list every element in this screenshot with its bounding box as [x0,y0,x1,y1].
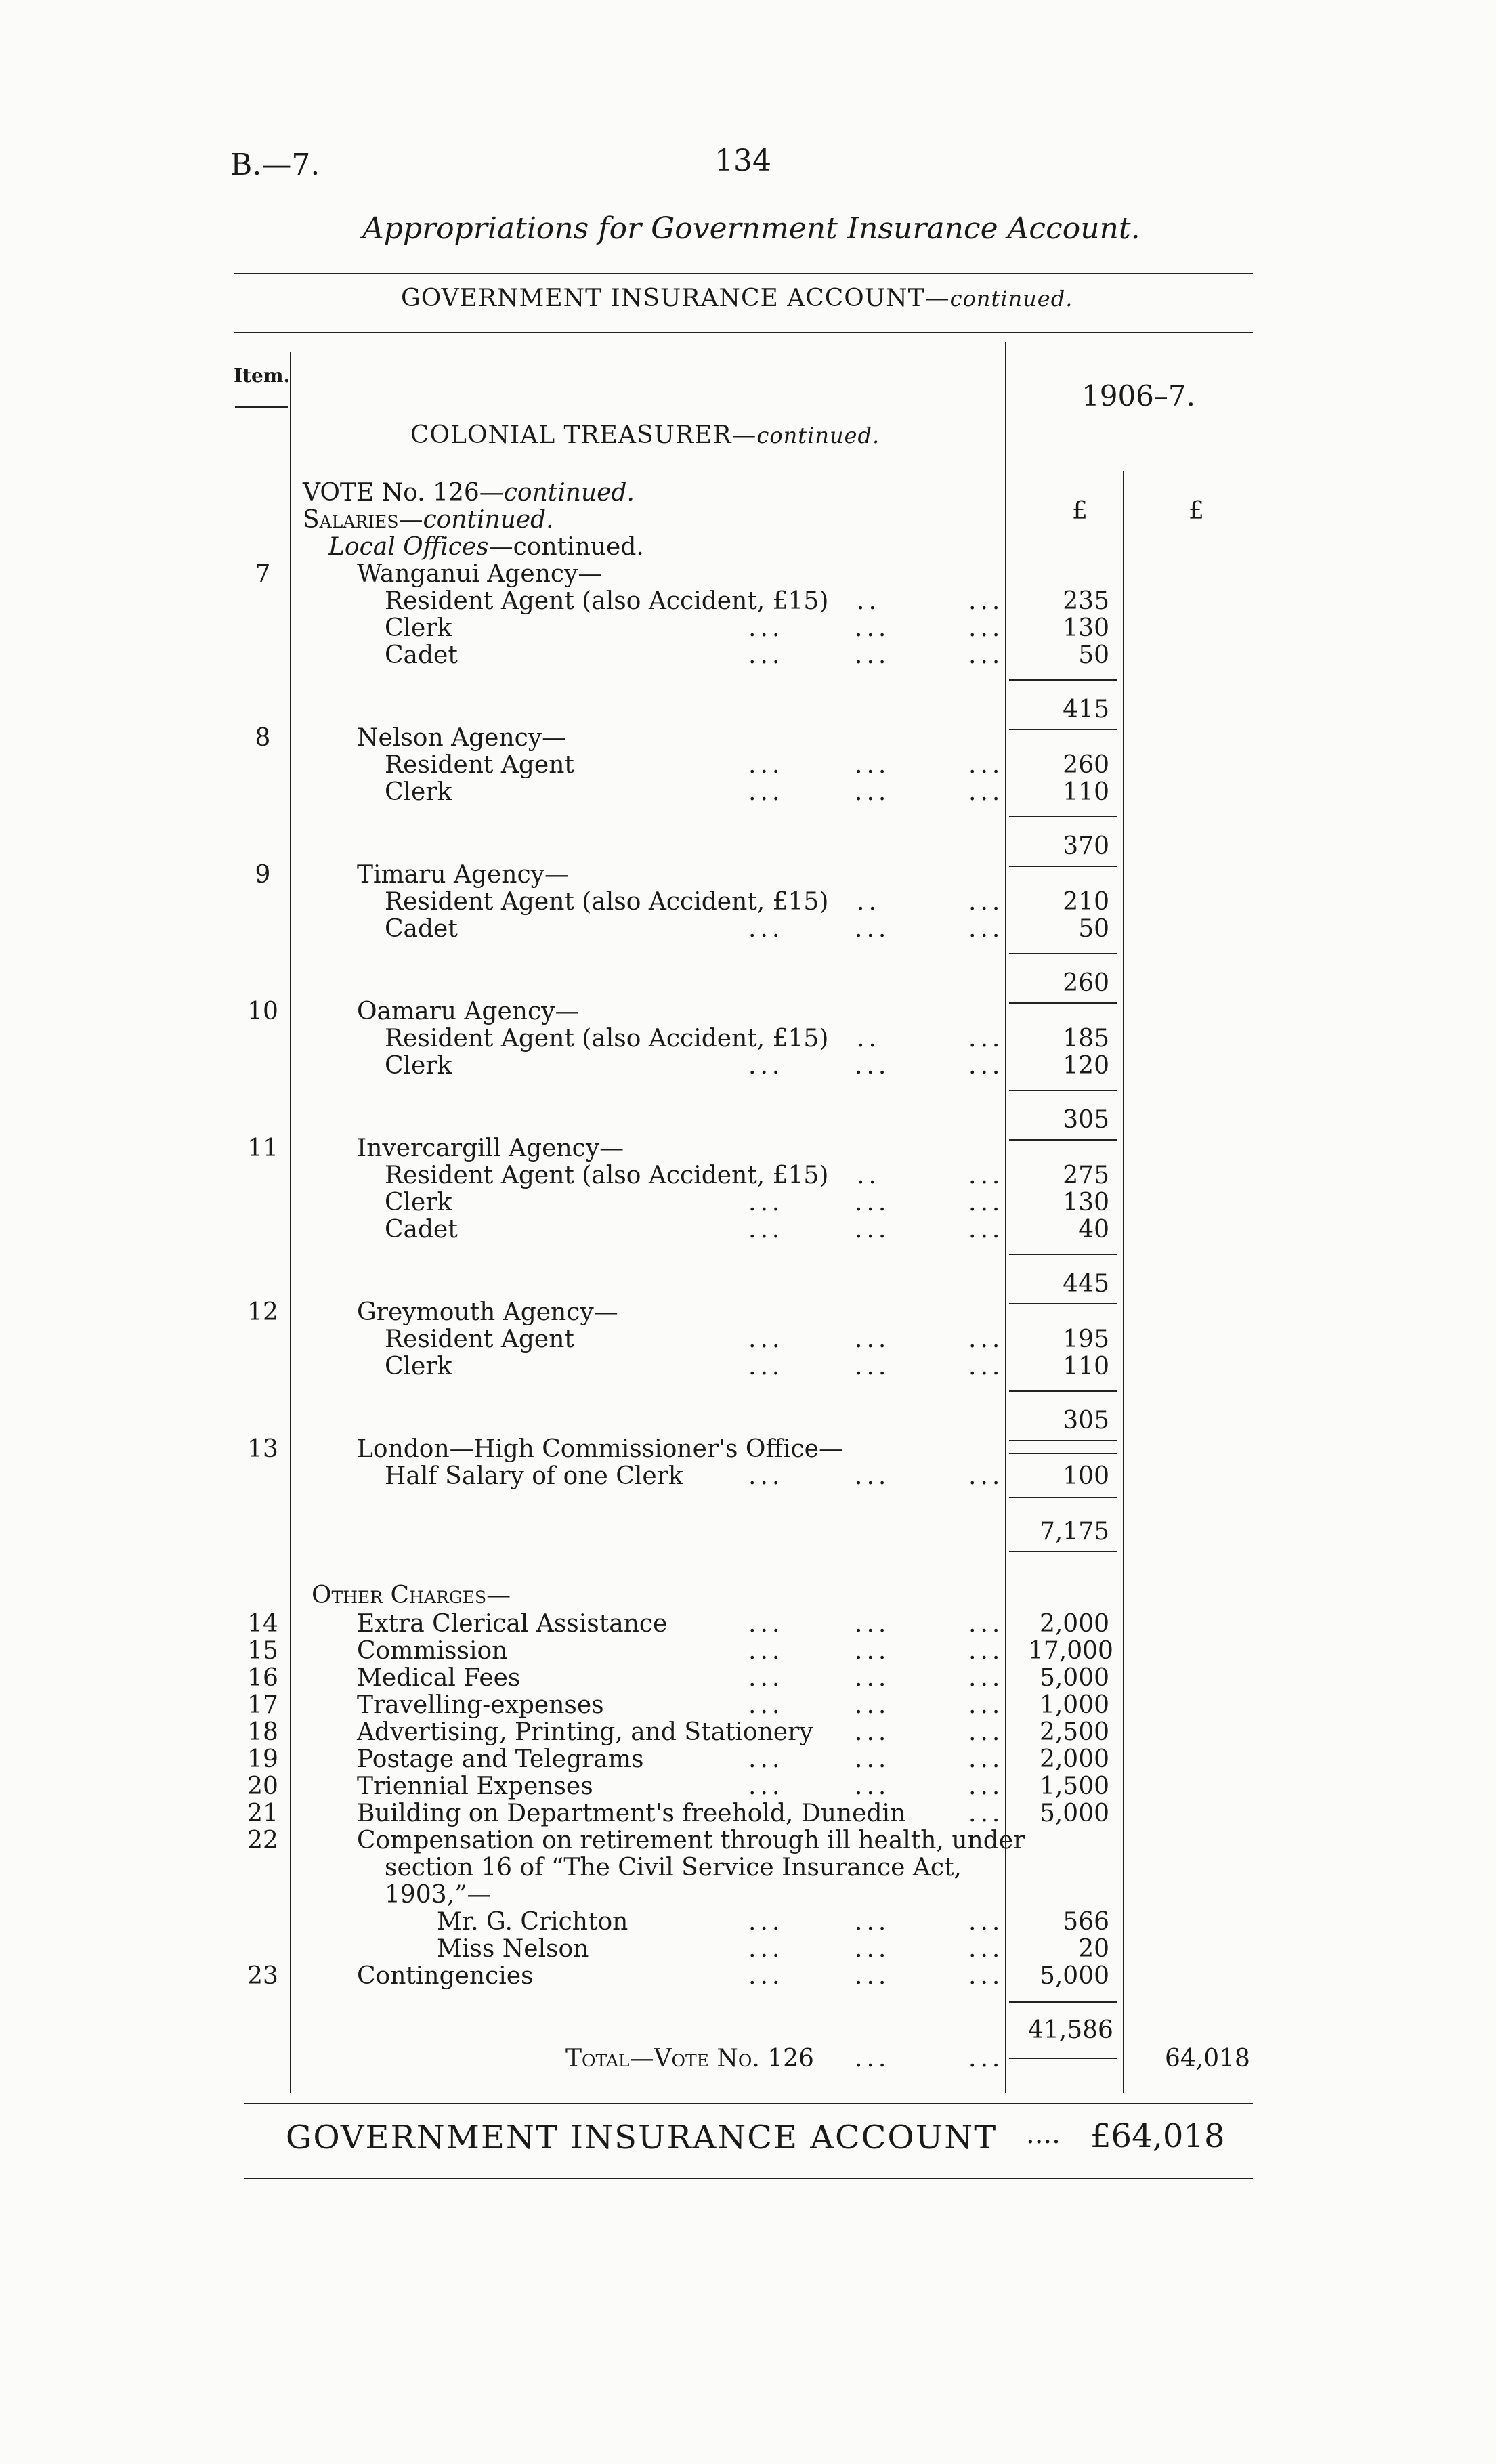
grand-total-label: GOVERNMENT INSURANCE ACCOUNT [286,2119,998,2157]
vote-total-label [565,2045,814,2073]
agency-line-label: Clerk [385,1052,452,1080]
rule [1009,1303,1117,1304]
leader-dots: ... [968,1353,1004,1380]
leader-dots: ... [855,915,891,943]
item-number: 19 [247,1745,278,1773]
other-total: 41,586 [1028,2016,1113,2044]
amount: 120 [1063,1052,1109,1080]
leader-dots: ... [968,587,1004,615]
leader-dots: ... [968,614,1004,642]
amount: 17,000 [1028,1637,1113,1665]
leader-dots: ... [855,751,891,779]
vote-total-text: Total—Vote No. 126 [565,2045,814,2073]
leader-dots: ... [748,1216,784,1244]
leader-dots: ... [968,1962,1004,1990]
item-number: 17 [247,1691,278,1719]
leader-dots: ... [748,1772,784,1800]
leader-dots: .... [1026,2119,1061,2150]
rule [1009,1551,1117,1552]
amount: 5,000 [1039,1664,1109,1692]
subtotal: 260 [1063,969,1109,997]
rule [1009,953,1117,954]
leader-dots: ... [855,2045,891,2073]
leader-dots: ... [968,915,1004,943]
item-number: 16 [247,1664,278,1692]
local-continued: —continued. [488,533,644,561]
amount: 275 [1063,1162,1109,1189]
leader-dots: ... [968,1772,1004,1800]
agency-line-label: Resident Agent (also Accident, £15) [385,587,829,615]
item-number: 20 [247,1772,278,1800]
amount: 185 [1063,1025,1109,1053]
leader-dots: ... [855,641,891,669]
amount: 260 [1063,751,1109,779]
amount: 130 [1063,1189,1109,1216]
local-offices-heading [328,534,644,561]
leader-dots: ... [855,1325,891,1353]
page-number: 134 [714,144,771,178]
rule [1009,2001,1117,2003]
charge-label: Advertising, Printing, and Stationery [357,1718,813,1746]
agency-line-label: Cadet [385,915,458,943]
amount: 1,500 [1039,1772,1109,1800]
amount: 110 [1063,778,1109,806]
rule [1009,2058,1117,2059]
amount: 5,000 [1039,1800,1109,1827]
agency-line-label: Resident Agent [385,751,574,779]
rule [1009,1002,1117,1004]
vote-heading [303,480,635,507]
rule [234,273,1253,274]
amount: 50 [1078,641,1109,669]
other-charges-heading [312,1582,511,1609]
leader-dots: ... [968,888,1004,916]
dept-main: COLONIAL TREASURER— [410,421,757,449]
rule [1009,1497,1117,1498]
compensation-line2: section 16 of “The Civil Service Insurance Act, [385,1854,962,1882]
charge-label: Medical Fees [357,1664,521,1692]
amount: 2,000 [1039,1745,1109,1773]
leader-dots: .. [857,888,880,916]
charge-label: Triennial Expenses [357,1772,593,1800]
rule [235,406,288,408]
agency-line-label: Resident Agent (also Accident, £15) [385,1162,829,1189]
agency-line-label: Resident Agent (also Accident, £15) [385,888,829,916]
amount: 5,000 [1039,1962,1109,1990]
leader-dots: ... [748,1610,784,1638]
london-label: Half Salary of one Clerk [385,1462,683,1490]
london-heading: London—High Commissioner's Office— [357,1435,843,1463]
leader-dots: ... [968,1325,1004,1353]
leader-dots: ... [855,1664,891,1692]
agency-heading: Timaru Agency— [357,861,569,889]
person-label: Mr. G. Crichton [437,1908,628,1936]
leader-dots: ... [968,1691,1004,1719]
vote-main: VOTE No. 126— [303,479,504,507]
leader-dots: ... [968,1162,1004,1189]
leader-dots: ... [968,641,1004,669]
rule [234,332,1253,333]
leader-dots: .. [857,1162,880,1189]
section-subtitle [401,284,1073,312]
leader-dots: ... [748,1962,784,1990]
item-number: 21 [247,1800,278,1827]
agency-line-label: Clerk [385,1353,452,1380]
leader-dots: ... [855,614,891,642]
leader-dots: ... [748,1664,784,1692]
rule [1009,1090,1117,1091]
leader-dots: ... [968,1908,1004,1936]
agency-line-label: Resident Agent (also Accident, £15) [385,1025,829,1053]
leader-dots: .. [857,1025,880,1053]
charge-label: Extra Clerical Assistance [357,1610,668,1638]
amount: 100 [1063,1462,1109,1490]
subtotal: 415 [1063,696,1109,723]
subtitle-continued: continued. [949,286,1073,312]
leader-dots: ... [748,1935,784,1963]
rule [1009,1440,1117,1441]
agency-line-label: Clerk [385,778,452,806]
subtitle-main: GOVERNMENT INSURANCE ACCOUNT— [401,284,950,312]
leader-dots: ... [855,1962,891,1990]
subtotal: 370 [1063,832,1109,860]
item-number: 8 [255,724,271,752]
leader-dots: ... [748,1908,784,1936]
leader-dots: ... [748,1353,784,1380]
rule [1009,866,1117,867]
leader-dots: ... [968,1800,1004,1827]
leader-dots: ... [748,915,784,943]
leader-dots: ... [855,1718,891,1746]
compensation-line3: 1903,”— [385,1881,492,1909]
item-number: 11 [247,1134,278,1162]
leader-dots: ... [748,1189,784,1216]
leader-dots: ... [968,1745,1004,1773]
item-number: 22 [247,1827,278,1854]
leader-dots: ... [855,1745,891,1773]
leader-dots: ... [748,1637,784,1665]
item-number: 14 [247,1610,278,1638]
leader-dots: ... [855,1935,891,1963]
amount: 2,500 [1039,1718,1109,1746]
salaries-continued: continued. [423,506,554,534]
year-header: 1906–7. [1082,379,1195,412]
amount: 195 [1063,1325,1109,1353]
item-number: 13 [247,1435,278,1463]
leader-dots: ... [855,1691,891,1719]
local-main: Local Offices [328,533,489,561]
agency-heading: Oamaru Agency— [357,998,580,1025]
leader-dots: .. [857,587,880,615]
amount: 210 [1063,888,1109,916]
item-number: 7 [255,560,271,588]
rule [1009,816,1117,817]
pound-sign: £ [1072,497,1088,525]
amount: 130 [1063,614,1109,642]
item-column-header: Item. [234,364,291,387]
leader-dots: ... [855,1772,891,1800]
leader-dots: ... [748,1745,784,1773]
rule [244,2178,1253,2179]
item-number: 18 [247,1718,278,1746]
leader-dots: ... [748,641,784,669]
leader-dots: ... [748,751,784,779]
pound-sign: £ [1189,497,1204,525]
other-charges-label: Other Charges— [312,1581,511,1609]
charge-label: Postage and Telegrams [357,1745,644,1773]
leader-dots: ... [968,751,1004,779]
rule [1009,729,1117,730]
leader-dots: ... [968,1718,1004,1746]
agency-heading: Nelson Agency— [357,724,567,752]
agency-line-label: Clerk [385,1189,452,1216]
agency-line-label: Cadet [385,1216,458,1244]
leader-dots: ... [855,1353,891,1380]
amount: 20 [1078,1935,1109,1963]
salaries-total: 7,175 [1039,1518,1109,1546]
leader-dots: ... [748,1462,784,1490]
amount: 566 [1063,1908,1109,1936]
item-number: 9 [255,861,271,889]
leader-dots: ... [855,1637,891,1665]
person-label: Miss Nelson [437,1935,589,1963]
leader-dots: ... [748,1052,784,1080]
charge-label: Commission [357,1637,508,1665]
leader-dots: ... [968,1610,1004,1638]
leader-dots: ... [968,1462,1004,1490]
leader-dots: ... [855,1189,891,1216]
rule [1009,679,1117,681]
amount: 1,000 [1039,1691,1109,1719]
leader-dots: ... [748,1325,784,1353]
leader-dots: ... [855,1216,891,1244]
rule [244,2103,1253,2104]
leader-dots: ... [855,1052,891,1080]
rule [1009,1254,1117,1255]
leader-dots: ... [968,1216,1004,1244]
amount: 50 [1078,915,1109,943]
amount: 40 [1078,1216,1109,1244]
salaries-heading [303,507,554,534]
amount: 2,000 [1039,1610,1109,1638]
leader-dots: ... [968,1189,1004,1216]
rule [1009,1453,1117,1454]
item-number: 12 [247,1298,278,1326]
leader-dots: ... [968,1052,1004,1080]
grand-total-amount: £64,018 [1090,2117,1225,2155]
leader-dots: ... [855,1610,891,1638]
agency-heading: Invercargill Agency— [357,1134,624,1162]
leader-dots: ... [748,778,784,806]
contingencies-label: Contingencies [357,1962,534,1990]
item-number: 15 [247,1637,278,1665]
agency-heading: Wanganui Agency— [357,560,603,588]
rule [1009,1139,1117,1141]
leader-dots: ... [968,1935,1004,1963]
leader-dots: ... [968,1025,1004,1053]
vote-total-amount: 64,018 [1165,2045,1250,2073]
department-heading [410,421,880,449]
charge-label: Building on Department's freehold, Dunedin [357,1800,906,1827]
vote-continued: continued. [503,479,635,507]
agency-line-label: Resident Agent [385,1325,574,1353]
agency-line-label: Cadet [385,641,458,669]
compensation-line1: Compensation on retirement through ill health, under [357,1827,1025,1854]
subtotal: 445 [1063,1270,1109,1298]
subtotal: 305 [1063,1407,1109,1435]
leader-dots: ... [855,1462,891,1490]
page-title: Appropriations for Government Insurance Account. [362,211,1140,246]
agency-heading: Greymouth Agency— [357,1298,618,1326]
dept-continued: continued. [756,423,880,448]
column-divider [1123,471,1124,2093]
leader-dots: ... [748,614,784,642]
amount: 235 [1063,587,1109,615]
leader-dots: ... [855,1908,891,1936]
item-number: 23 [247,1962,278,1990]
salaries-main: Salaries— [303,506,423,534]
item-number: 10 [247,998,278,1025]
charge-label: Travelling-expenses [357,1691,604,1719]
amount: 110 [1063,1353,1109,1380]
leader-dots: ... [968,1664,1004,1692]
leader-dots: ... [968,2045,1004,2073]
rule [1009,1390,1117,1392]
leader-dots: ... [855,778,891,806]
leader-dots: ... [748,1691,784,1719]
page-reference: B.—7. [230,148,320,182]
subtotal: 305 [1063,1106,1109,1134]
leader-dots: ... [968,1637,1004,1665]
leader-dots: ... [968,778,1004,806]
agency-line-label: Clerk [385,614,452,642]
